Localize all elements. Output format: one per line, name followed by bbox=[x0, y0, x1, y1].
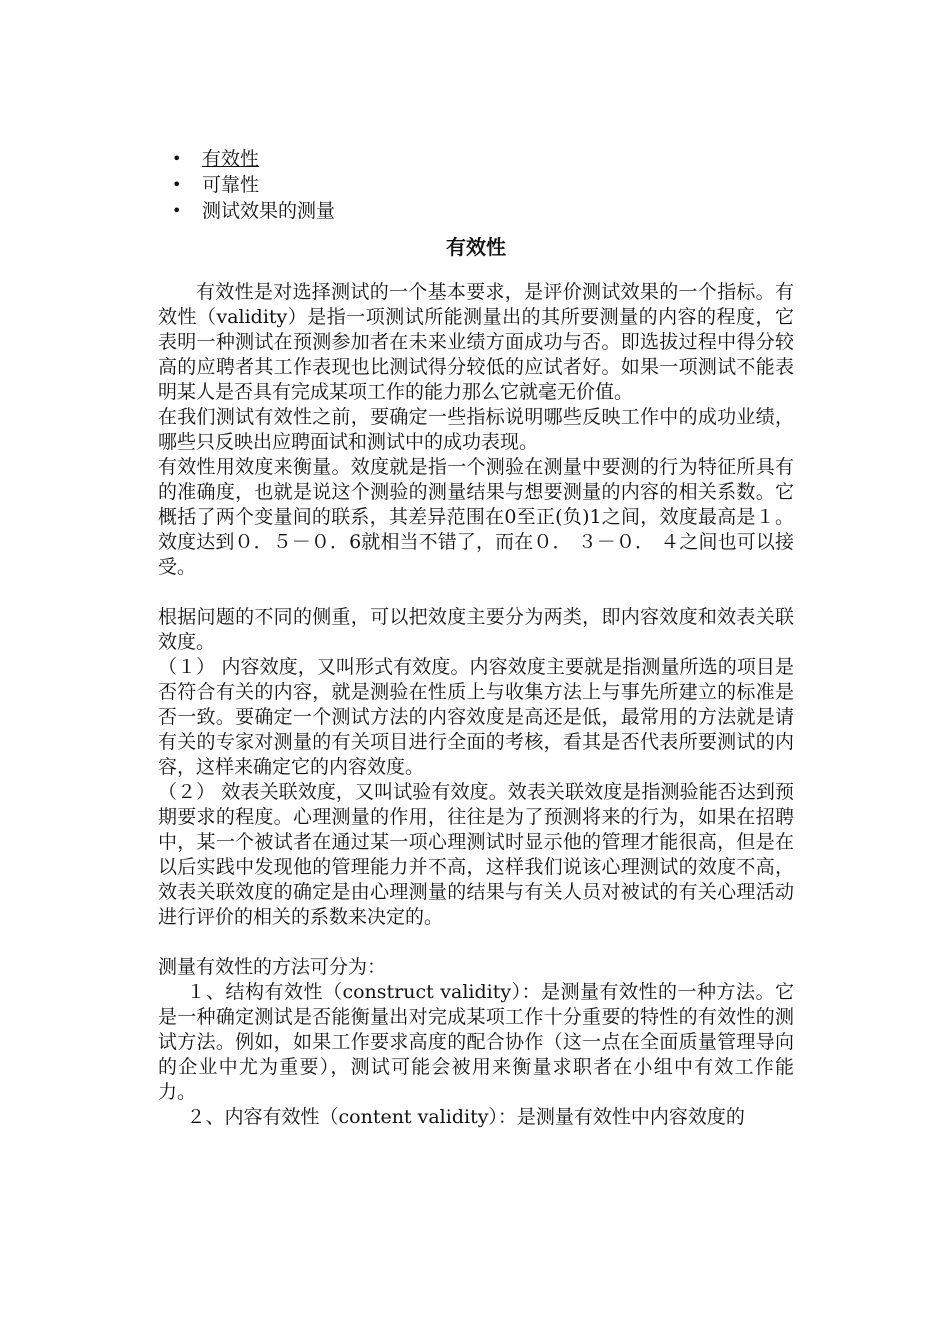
paragraph-indicators: 在我们测试有效性之前，要确定一些指标说明哪些反映工作中的成功业绩，哪些只反映出应聘面试和测试中的成功表现。 bbox=[158, 406, 794, 453]
paragraph-validity-definition: 有效性是对选择测试的一个基本要求，是评价测试效果的一个指标。有效性（validity）是指一项测试所能测量出的其所要测量的内容的程度，它表明一种测试在预测参加者在未来业绩方面成功与否。即选拔过程中得分较高的应聘者其工作表现也比测试得分较低的应试者好。如果一项测试不能表明某人是否具有完成某项工作的能力那么它就毫无价值。 bbox=[158, 281, 794, 403]
paragraph-validity-types: 根据问题的不同的侧重，可以把效度主要分为两类，即内容效度和效表关联效度。 bbox=[158, 606, 794, 653]
blank-line bbox=[158, 580, 794, 605]
toc-item-label: 测试效果的测量 bbox=[202, 200, 336, 222]
paragraph-criterion-validity: （２） 效表关联效度，又叫试验有效度。效表关联效度是指测验能否达到预期要求的程度。心理测量的作用，往往是为了预测将来的行为，如果在招聘中，某一个被试者在通过某一项心理测试时显示他的管理才能很高，但是在以后实践中发现他的管理能力并不高，这样我们说该心理测试的效度不高，效表关联效度的确定是由心理测量的结果与有关人员对被试的有关心理活动进行评价的相关的系数来决定的。 bbox=[158, 781, 794, 928]
paragraph-content-validity-method: ２、内容有效性（content validity）：是测量有效性中内容效度的 bbox=[186, 1106, 745, 1128]
paragraph-content-validity: （１） 内容效度，又叫形式有效度。内容效度主要就是指测量所选的项目是否符合有关的内容，就是测验在性质上与收集方法上与事先所建立的标准是否一致。要确定一个测试方法的内容效度是高还是低，最常用的方法就是请有关的专家对测量的有关项目进行全面的考核，看其是否代表所要测试的内容，这样来确定它的内容效度。 bbox=[158, 656, 794, 778]
blank-line bbox=[158, 930, 794, 955]
toc-item-label[interactable]: 有效性 bbox=[202, 148, 260, 170]
document-page bbox=[158, 146, 794, 1130]
paragraph-validity-coefficient: 有效性用效度来衡量。效度就是指一个测验在测量中要测的行为特征所具有的准确度，也就是说这个测验的测量结果与想要测量的内容的相关系数。它概括了两个变量间的联系，其差异范围在0至正(负)1之间，效度最高是１。效度达到０．５－０．6就相当不错了，而在０． ３－０． ４之间也可以接受。 bbox=[158, 456, 794, 578]
toc-item-reliability bbox=[158, 172, 794, 198]
toc-item-measurement bbox=[158, 198, 794, 224]
toc-item-validity[interactable] bbox=[158, 146, 794, 172]
section-title: 有效性 bbox=[446, 235, 506, 259]
bullet-icon: • bbox=[172, 175, 182, 194]
bullet-icon: • bbox=[172, 149, 182, 168]
toc-item-label: 可靠性 bbox=[202, 174, 260, 196]
paragraph-construct-validity: １、结构有效性（construct validity）：是测量有效性的一种方法。它是一种确定测试是否能衡量出对完成某项工作十分重要的特性的有效性的测试方法。例如，如果工作要求高度的配合协作（这一点在全面质量管理导向的企业中尤为重要），测试可能会被用来衡量求职者在小组中有效工作能力。 bbox=[158, 981, 794, 1103]
table-of-contents bbox=[158, 146, 794, 224]
bullet-icon: • bbox=[172, 201, 182, 220]
paragraph-methods-intro: 测量有效性的方法可分为： bbox=[158, 956, 387, 978]
